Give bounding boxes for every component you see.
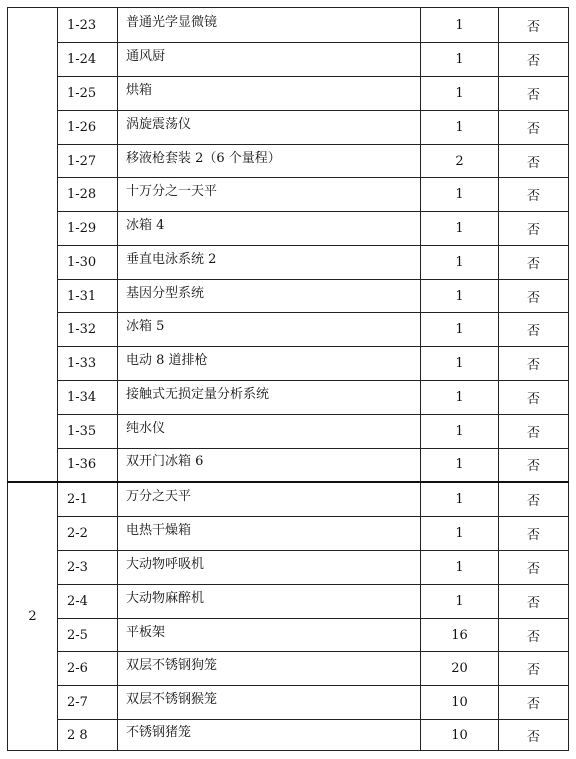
table-row [8, 347, 569, 381]
flag-cell: 否 [499, 246, 569, 280]
item-name-text: 纯水仪 [126, 421, 166, 436]
item-name-text: 基因分型系统 [126, 285, 205, 301]
flag-cell: 否 [499, 652, 569, 686]
item-code-cell: 1-27 [58, 145, 118, 178]
table-row [8, 686, 569, 720]
item-code-cell: 1-32 [58, 313, 118, 347]
item-code-cell: 1-30 [58, 246, 118, 280]
quantity-cell: 1 [421, 551, 499, 585]
item-code-cell: 2-7 [58, 686, 118, 720]
item-code-cell: 1-34 [58, 381, 118, 415]
table-row [8, 77, 569, 111]
item-name-cell [118, 585, 421, 619]
item-name-text: 冰箱 5 [126, 319, 165, 334]
quantity-cell: 1 [421, 280, 499, 313]
item-name-cell [118, 77, 421, 111]
item-name-text: 双层不锈钢狗笼 [126, 658, 218, 673]
item-name-text: 大动物呼吸机 [126, 557, 205, 572]
flag-cell: 否 [499, 347, 569, 381]
item-code-cell: 2-3 [58, 551, 118, 585]
item-name-text: 移液枪套装 2（6 个量程） [126, 150, 281, 166]
table-row [8, 449, 569, 482]
item-name-text: 大动物麻醉机 [126, 591, 205, 606]
item-name-text: 十万分之一天平 [126, 184, 218, 199]
flag-cell: 否 [499, 212, 569, 246]
table-row [8, 720, 569, 751]
item-code-cell: 2-5 [58, 619, 118, 652]
quantity-cell: 1 [421, 246, 499, 280]
group-cell [8, 8, 58, 482]
item-name-text: 烘箱 [126, 83, 153, 98]
flag-cell: 否 [499, 482, 569, 517]
table-row [8, 280, 569, 313]
item-code-cell: 2-4 [58, 585, 118, 619]
item-name-cell [118, 43, 421, 77]
item-name-cell [118, 686, 421, 720]
quantity-cell: 1 [421, 212, 499, 246]
table-row [8, 482, 569, 517]
item-name-text: 电热干燥箱 [126, 523, 192, 538]
table-row [8, 178, 569, 212]
quantity-cell: 16 [421, 619, 499, 652]
table-row [8, 313, 569, 347]
equipment-table [7, 7, 569, 751]
quantity-cell: 1 [421, 585, 499, 619]
item-name-cell [118, 313, 421, 347]
item-name-cell [118, 111, 421, 145]
table-row [8, 43, 569, 77]
flag-cell: 否 [499, 585, 569, 619]
item-name-cell [118, 482, 421, 517]
item-code-cell: 1-35 [58, 415, 118, 449]
item-name-text: 冰箱 4 [126, 218, 165, 233]
item-name-cell [118, 347, 421, 381]
item-name-text: 涡旋震荡仪 [126, 117, 192, 132]
item-name-text: 不锈钢猪笼 [126, 724, 192, 740]
table-row [8, 619, 569, 652]
table-row [8, 381, 569, 415]
item-code-cell: 1-28 [58, 178, 118, 212]
item-name-text: 普通光学显微镜 [126, 14, 218, 30]
item-name-cell [118, 449, 421, 482]
item-name-cell [118, 8, 421, 43]
flag-cell: 否 [499, 77, 569, 111]
quantity-cell: 1 [421, 347, 499, 381]
item-code-cell: 1-29 [58, 212, 118, 246]
item-name-cell [118, 145, 421, 178]
table-row [8, 8, 569, 43]
item-name-text: 通风厨 [126, 49, 166, 64]
flag-cell: 否 [499, 720, 569, 751]
item-name-cell [118, 212, 421, 246]
table-row [8, 415, 569, 449]
item-name-text: 接触式无损定量分析系统 [126, 387, 270, 402]
table-row [8, 212, 569, 246]
quantity-cell: 1 [421, 313, 499, 347]
quantity-cell: 20 [421, 652, 499, 686]
item-name-cell [118, 720, 421, 751]
item-code-cell: 2-2 [58, 517, 118, 551]
item-name-text: 电动 8 道排枪 [126, 353, 208, 368]
table-row [8, 145, 569, 178]
quantity-cell: 1 [421, 415, 499, 449]
flag-cell: 否 [499, 551, 569, 585]
flag-cell: 否 [499, 517, 569, 551]
item-name-text: 平板架 [126, 624, 166, 640]
table-row [8, 246, 569, 280]
item-code-cell: 1-36 [58, 449, 118, 482]
quantity-cell: 1 [421, 77, 499, 111]
item-name-cell [118, 381, 421, 415]
item-code-cell: 1-33 [58, 347, 118, 381]
quantity-cell: 1 [421, 8, 499, 43]
item-name-cell [118, 619, 421, 652]
item-name-cell [118, 178, 421, 212]
item-code-cell: 1-31 [58, 280, 118, 313]
item-name-text: 垂直电泳系统 2 [126, 252, 217, 267]
flag-cell: 否 [499, 178, 569, 212]
group-cell: 2 [8, 482, 58, 751]
quantity-cell: 1 [421, 482, 499, 517]
flag-cell: 否 [499, 8, 569, 43]
item-name-text: 万分之天平 [126, 488, 192, 504]
item-code-cell: 1-26 [58, 111, 118, 145]
table-row [8, 517, 569, 551]
item-name-text: 双开门冰箱 6 [126, 454, 204, 470]
quantity-cell: 1 [421, 449, 499, 482]
quantity-cell: 2 [421, 145, 499, 178]
quantity-cell: 1 [421, 381, 499, 415]
quantity-cell: 1 [421, 517, 499, 551]
table-row [8, 652, 569, 686]
item-code-cell: 2 8 [58, 720, 118, 751]
quantity-cell: 10 [421, 720, 499, 751]
item-name-cell [118, 246, 421, 280]
item-code-cell: 2-6 [58, 652, 118, 686]
equipment-table-body [8, 8, 569, 751]
item-name-cell [118, 280, 421, 313]
quantity-cell: 1 [421, 111, 499, 145]
flag-cell: 否 [499, 43, 569, 77]
table-row [8, 111, 569, 145]
quantity-cell: 1 [421, 43, 499, 77]
flag-cell: 否 [499, 381, 569, 415]
flag-cell: 否 [499, 449, 569, 482]
quantity-cell: 1 [421, 178, 499, 212]
flag-cell: 否 [499, 619, 569, 652]
flag-cell: 否 [499, 686, 569, 720]
table-row [8, 551, 569, 585]
item-code-cell: 2-1 [58, 482, 118, 517]
item-name-cell [118, 517, 421, 551]
item-name-cell [118, 415, 421, 449]
flag-cell: 否 [499, 415, 569, 449]
item-code-cell: 1-25 [58, 77, 118, 111]
table-row [8, 585, 569, 619]
quantity-cell: 10 [421, 686, 499, 720]
item-name-text: 双层不锈钢猴笼 [126, 692, 218, 707]
item-name-cell [118, 551, 421, 585]
item-name-cell [118, 652, 421, 686]
item-code-cell: 1-24 [58, 43, 118, 77]
flag-cell: 否 [499, 313, 569, 347]
flag-cell: 否 [499, 111, 569, 145]
item-code-cell: 1-23 [58, 8, 118, 43]
flag-cell: 否 [499, 145, 569, 178]
flag-cell: 否 [499, 280, 569, 313]
